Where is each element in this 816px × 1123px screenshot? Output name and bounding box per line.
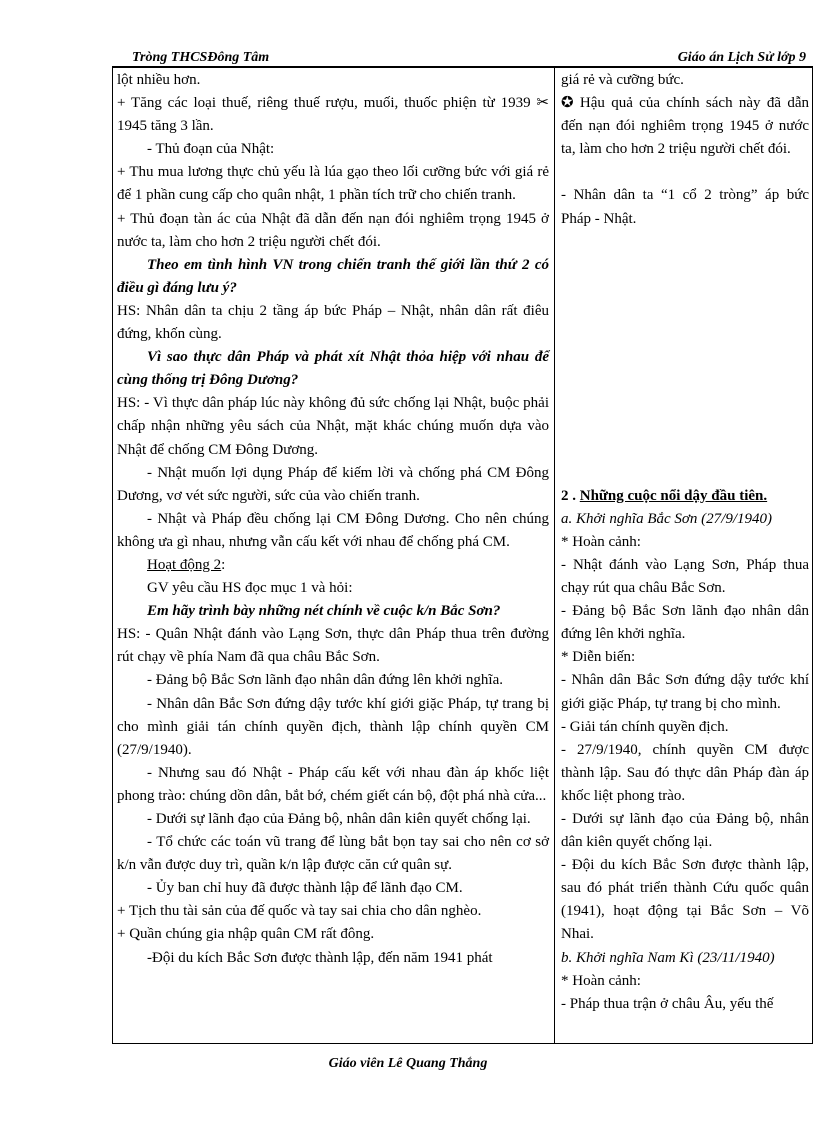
text-paragraph: + Tăng các loại thuế, riêng thuế rượu, muối, thuốc phiện từ 1939 ✂ 1945 tăng 3 lần. xyxy=(117,95,549,135)
student-answer: HS: - Vì thực dân pháp lúc này không đủ sức chống lại Nhật, buộc phải chấp nhận những yêu sách của Nhật, mặt khác chúng muốn dựa vào Nhật để chống CM Đông Dương. xyxy=(117,395,549,458)
activity-label: Hoạt động 2 xyxy=(147,556,222,573)
student-answer: - Đảng bộ Bắc Sơn lãnh đạo nhân dân đứng lên khởi nghĩa. xyxy=(147,672,504,689)
text-paragraph: - Nhân dân ta “1 cổ 2 tròng” áp bức Pháp - Nhật. xyxy=(561,187,809,227)
teacher-question: Vì sao thực dân Pháp và phát xít Nhật thỏa hiệp với nhau để cùng thống trị Đông Dương? xyxy=(117,349,549,389)
student-answer: + Tịch thu tài sản của đế quốc và tay sai chia cho dân nghèo. xyxy=(117,903,482,920)
teacher-student-activity-column xyxy=(117,69,549,970)
teacher-question: Theo em tình hình VN trong chiến tranh thế giới lần thứ 2 có điều gì đáng lưu ý? xyxy=(117,256,549,296)
teacher-question: Em hãy trình bày những nét chính về cuộc k/n Bắc Sơn? xyxy=(147,603,501,620)
events-label: * Diễn biến: xyxy=(561,649,636,666)
subsection-heading: b. Khởi nghĩa Nam Kì (23/11/1940) xyxy=(561,949,775,966)
section-title: Những cuộc nổi dậy đầu tiên. xyxy=(579,487,768,504)
activity-heading xyxy=(117,554,549,577)
activity-colon: : xyxy=(221,556,226,573)
text-paragraph: + Thu mua lương thực chủ yếu là lúa gạo theo lối cưỡng bức với giá rẻ để 1 phần cung cấp cho quân nhật, 1 phần tích trữ cho chiến tranh. xyxy=(117,164,549,204)
text-paragraph: giá rẻ và cưỡng bức. xyxy=(561,72,684,88)
text-paragraph: - Đội du kích Bắc Sơn được thành lập, sau đó phát triển thành Cứu quốc quân (1941), hoạt động tại Bắc Sơn – Võ Nhai. xyxy=(561,857,809,943)
student-answer: -Đội du kích Bắc Sơn được thành lập, đến năm 1941 phát xyxy=(147,949,493,966)
text-paragraph: - Giải tán chính quyền địch. xyxy=(561,718,729,735)
subsection-heading: a. Khởi nghĩa Bắc Sơn (27/9/1940) xyxy=(561,510,772,527)
text-paragraph: + Thủ đoạn tàn ác của Nhật đã dẫn đến nạn đói nghiêm trọng 1945 ở nước ta, làm cho hơn 2 triệu người chết đói. xyxy=(117,210,549,250)
content-column xyxy=(561,69,809,1016)
student-answer: - Nhật và Pháp đều chống lại CM Đông Dương. Cho nên chúng không ưa gì nhau, nhưng vẫn cấu kết với nhau để chống phá CM. xyxy=(117,510,549,550)
student-answer: - Dưới sự lãnh đạo của Đảng bộ, nhân dân kiên quyết chống lại. xyxy=(147,811,531,827)
text-paragraph: - 27/9/1940, chính quyền CM được thành lập. Sau đó thực dân Pháp đàn áp khốc liệt phong trào. xyxy=(561,741,809,804)
section-heading xyxy=(561,485,809,508)
text-paragraph: - Pháp thua trận ở châu Âu, yếu thế xyxy=(561,995,774,1012)
text-paragraph: - Dưới sự lãnh đạo của Đảng bộ, nhân dân kiên quyết chống lại. xyxy=(561,810,809,851)
column-divider xyxy=(554,67,555,1043)
text-paragraph: ✪ Hậu quả của chính sách này đã dẫn đến nạn đói nghiêm trọng 1945 ở nước ta, làm cho hơn 2 triệu người chết đói. xyxy=(561,95,809,158)
page-footer: Giáo viên Lê Quang Thắng xyxy=(328,1056,488,1071)
context-label: * Hoàn cảnh: xyxy=(561,972,641,989)
text-paragraph: - Thủ đoạn của Nhật: xyxy=(147,141,275,158)
text-paragraph: - Nhân dân Bắc Sơn đứng dậy tước khí giới giặc Pháp, tự trang bị cho mình. xyxy=(561,672,809,712)
subject-title: Giáo án Lịch Sử lớp 9 xyxy=(677,50,806,65)
student-answer: - Nhân dân Bắc Sơn đứng dậy tước khí giới giặc Pháp, tự trang bị cho mình giải tán chính quyền địch, thành lập chính quyền CM (27/9/1940). xyxy=(117,695,549,758)
student-answer: HS: - Quân Nhật đánh vào Lạng Sơn, thực dân Pháp thua trên đường rút chạy về phía Nam đã qua châu Bắc Sơn. xyxy=(117,626,549,666)
student-answer: - Tổ chức các toán vũ trang để lùng bắt bọn tay sai cho nên cơ sở k/n vẫn được duy trì, quần k/n lập được căn cứ quân sự. xyxy=(117,834,549,874)
student-answer: - Ủy ban chỉ huy đã được thành lập để lãnh đạo CM. xyxy=(147,880,463,897)
student-answer: - Nhật muốn lợi dụng Pháp để kiếm lời và chống phá CM Đông Dương, vơ vét sức người, sức của vào chiến tranh. xyxy=(117,464,549,504)
lesson-table xyxy=(112,66,813,1044)
school-name: Tròng THCSĐông Tâm xyxy=(132,50,270,65)
section-number: 2 . xyxy=(561,487,580,504)
text-paragraph: - Đảng bộ Bắc Sơn lãnh đạo nhân dân đứng lên khởi nghĩa. xyxy=(561,603,809,643)
context-label: * Hoàn cảnh: xyxy=(561,533,641,550)
teacher-instruction: GV yêu cầu HS đọc mục 1 và hỏi: xyxy=(147,580,353,597)
student-answer: + Quần chúng gia nhập quân CM rất đông. xyxy=(117,926,375,943)
text-paragraph: lột nhiều hơn. xyxy=(117,72,201,88)
table-top-border xyxy=(113,67,812,68)
student-answer: - Nhưng sau đó Nhật - Pháp cấu kết với nhau đàn áp khốc liệt phong trào: chúng dồn dân, bắt bớ, chém giết cán bộ, đột phá nhà cửa... xyxy=(117,764,549,804)
text-paragraph: - Nhật đánh vào Lạng Sơn, Pháp thua chạy rút qua châu Bắc Sơn. xyxy=(561,556,809,597)
student-answer: HS: Nhân dân ta chịu 2 tầng áp bức Pháp – Nhật, nhân dân rất điêu đứng, khốn cùng. xyxy=(117,302,549,343)
